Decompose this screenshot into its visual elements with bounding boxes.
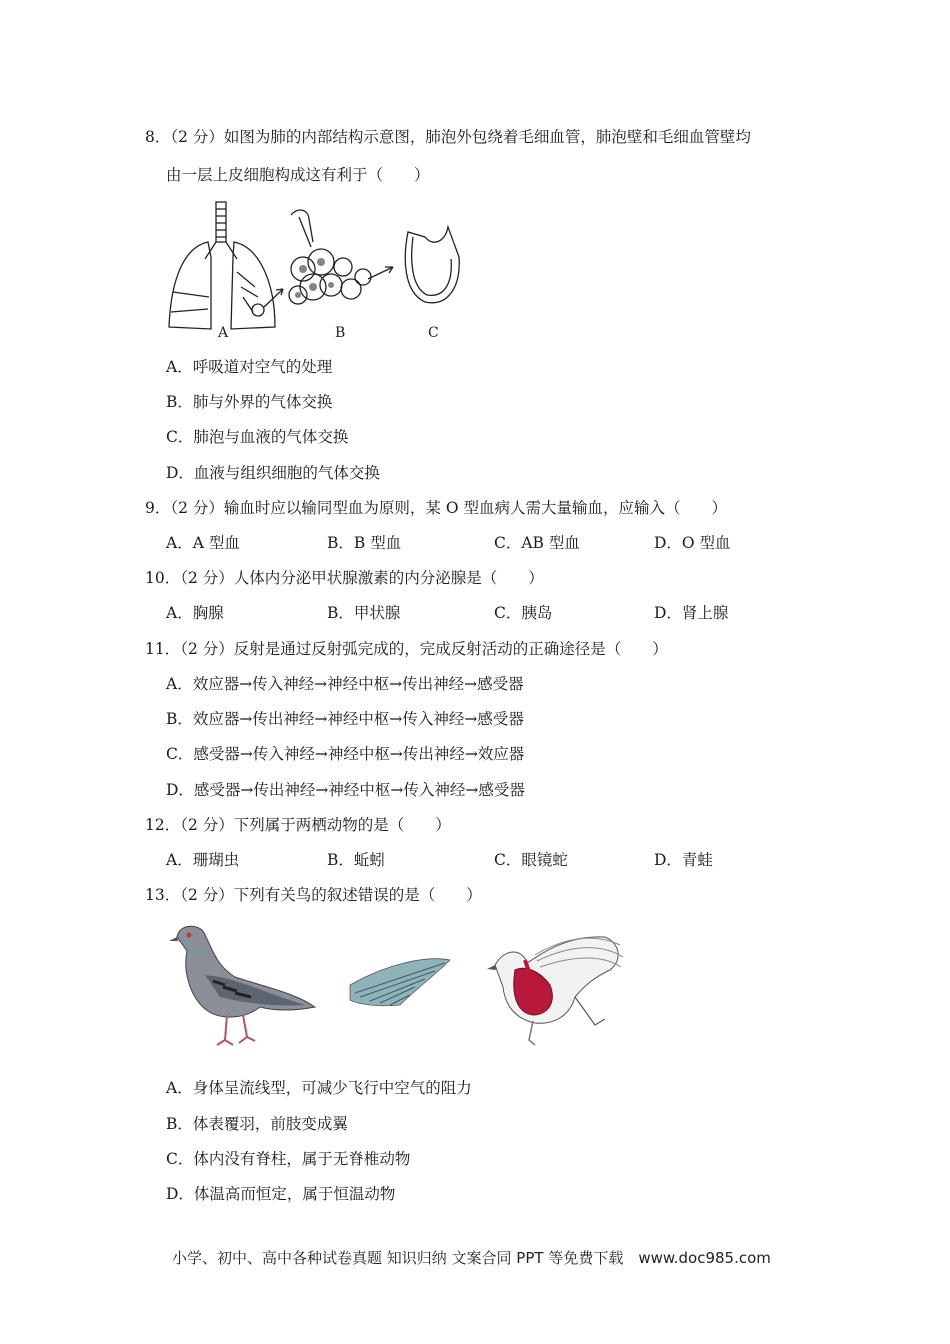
q10-option-d[interactable]: D．肾上腺 [654, 604, 729, 622]
q9-option-c[interactable]: C．AB 型血 [494, 534, 580, 552]
q11-stem: 11．（2 分）反射是通过反射弧完成的，完成反射活动的正确途径是（ ） [145, 640, 668, 658]
figure-label-c: C [428, 325, 439, 341]
q12-stem: 12．（2 分）下列属于两栖动物的是（ ） [145, 816, 451, 834]
q8-option-c[interactable]: C．肺泡与血液的气体交换 [166, 428, 349, 446]
bird-anatomy-image [487, 937, 623, 1045]
q11-option-d[interactable]: D．感受器→传出神经→神经中枢→传入神经→感受器 [166, 781, 525, 799]
q13-option-b[interactable]: B．体表覆羽，前肢变成翼 [166, 1115, 348, 1133]
q12-option-d[interactable]: D．青蛙 [654, 851, 713, 869]
q13-option-d[interactable]: D．体温高而恒定，属于恒温动物 [166, 1185, 396, 1203]
lung-structure-figure [163, 197, 463, 342]
q9-option-d[interactable]: D．O 型血 [654, 534, 731, 552]
q11-option-b[interactable]: B．效应器→传出神经→神经中枢→传入神经→感受器 [166, 710, 524, 728]
figure-label-b: B [335, 325, 346, 341]
bird-figure [165, 915, 635, 1055]
q13-option-c[interactable]: C．体内没有脊柱，属于无脊椎动物 [166, 1150, 411, 1168]
q12-option-a[interactable]: A．珊瑚虫 [166, 851, 240, 869]
q11-option-c[interactable]: C．感受器→传入神经→神经中枢→传出神经→效应器 [166, 745, 525, 763]
q12-option-b[interactable]: B．蚯蚓 [327, 851, 385, 869]
figure-label-a: A [218, 325, 229, 341]
q8-stem-line1: 8．（2 分）如图为肺的内部结构示意图，肺泡外包绕着毛细血管，肺泡壁和毛细血管壁均 [145, 128, 751, 146]
q9-stem: 9．（2 分）输血时应以输同型血为原则，某 O 型血病人需大量输血，应输入（ ） [145, 499, 727, 517]
q10-option-a[interactable]: A．胸腺 [166, 604, 224, 622]
q11-option-a[interactable]: A．效应器→传入神经→神经中枢→传出神经→感受器 [166, 675, 524, 693]
q10-option-c[interactable]: C．胰岛 [494, 604, 553, 622]
wing-image [350, 959, 450, 1006]
pigeon-image [169, 926, 315, 1045]
q8-option-d[interactable]: D．血液与组织细胞的气体交换 [166, 464, 380, 482]
q13-stem: 13．（2 分）下列有关鸟的叙述错误的是（ ） [145, 886, 482, 904]
q9-option-a[interactable]: A．A 型血 [166, 534, 240, 552]
q10-option-b[interactable]: B．甲状腺 [327, 604, 401, 622]
footer-text: 小学、初中、高中各种试卷真题 知识归纳 文案合同 PPT 等免费下载 www.doc985.com [172, 1249, 771, 1267]
q8-option-a[interactable]: A．呼吸道对空气的处理 [166, 358, 333, 376]
q12-option-c[interactable]: C．眼镜蛇 [494, 851, 568, 869]
q13-option-a[interactable]: A．身体呈流线型，可减少飞行中空气的阻力 [166, 1079, 472, 1097]
q9-option-b[interactable]: B．B 型血 [327, 534, 402, 552]
q10-stem: 10．（2 分）人体内分泌甲状腺激素的内分泌腺是（ ） [145, 569, 544, 587]
q8-option-b[interactable]: B．肺与外界的气体交换 [166, 393, 333, 411]
q8-stem-line2: 由一层上皮细胞构成这有利于（ ） [166, 166, 430, 184]
